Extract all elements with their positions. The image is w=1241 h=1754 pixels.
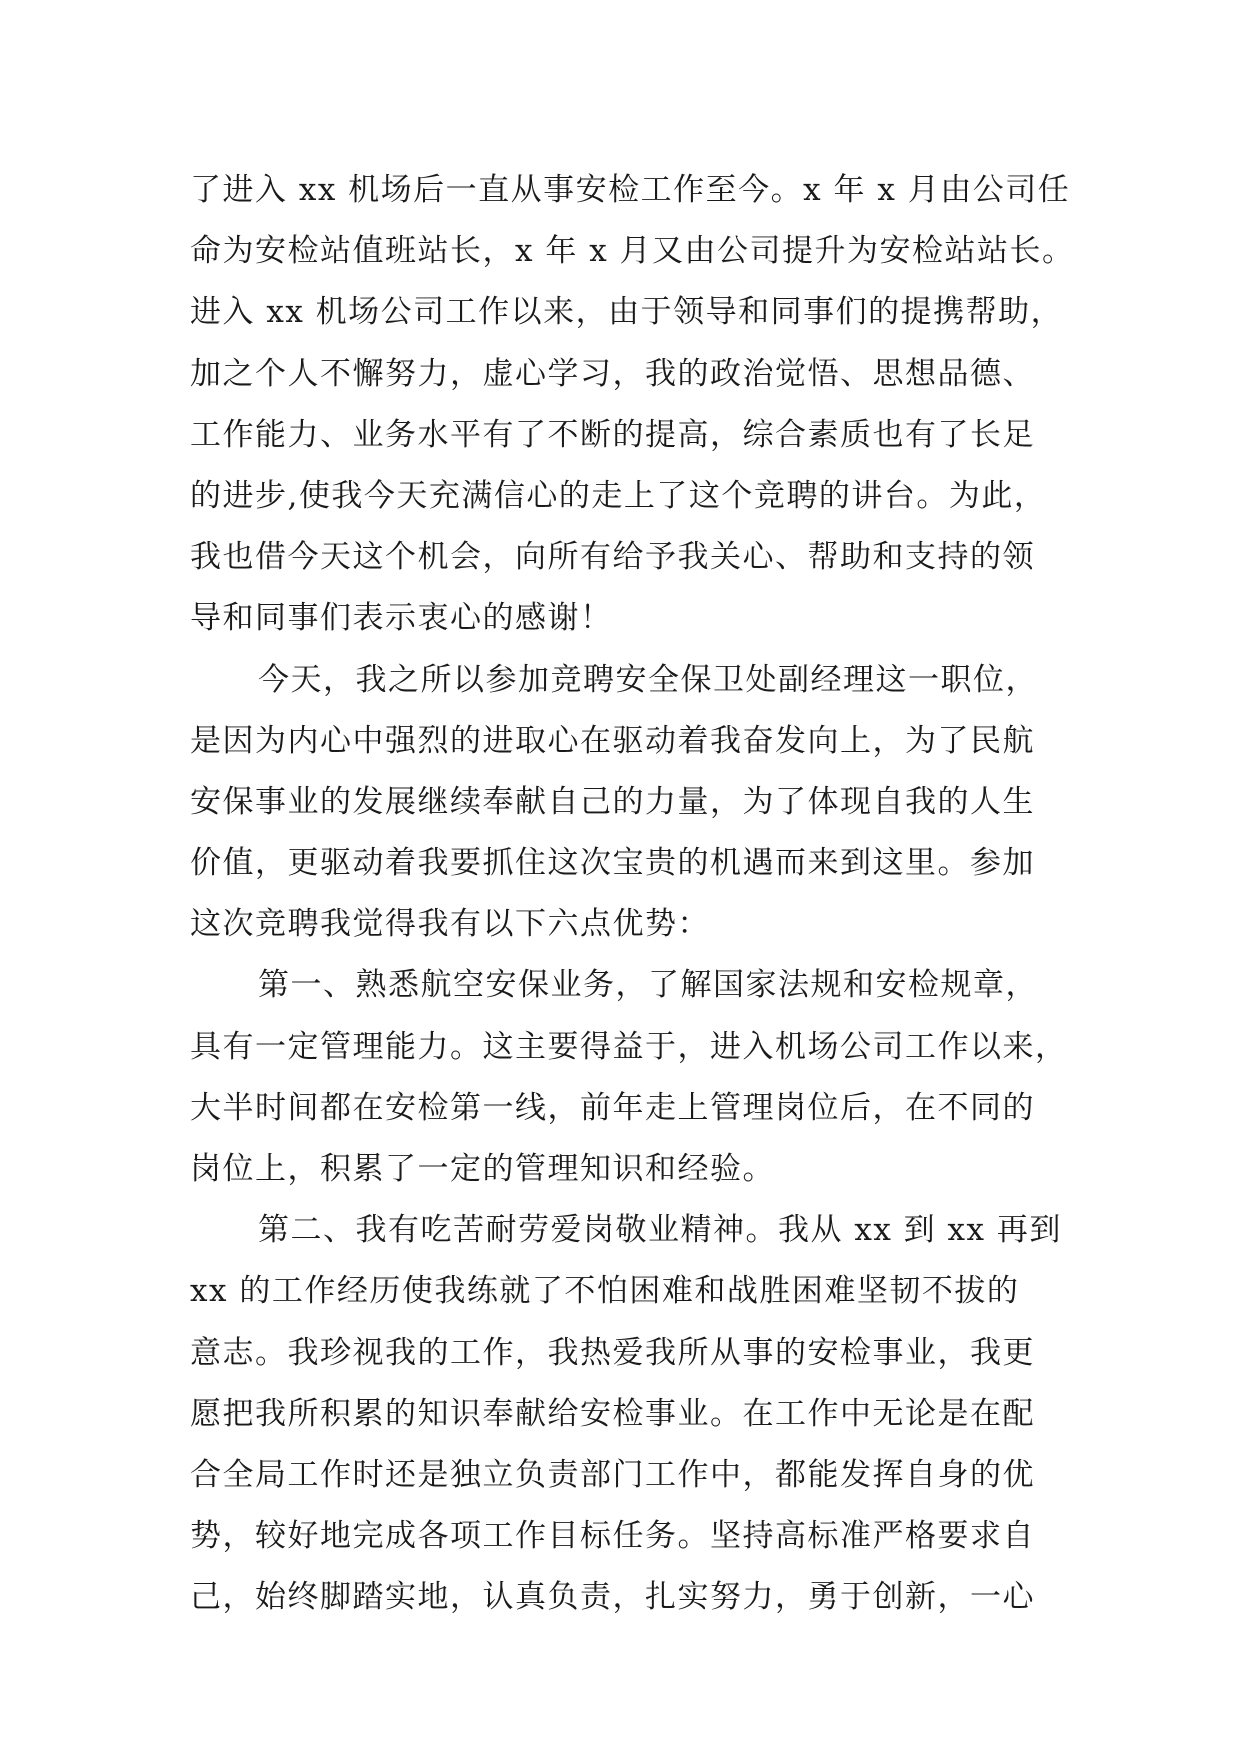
text-line: 的进步,使我今天充满信心的走上了这个竞聘的讲台。为此， — [190, 477, 1047, 514]
text-line: 进入 xx 机场公司工作以来，由于领导和同事们的提携帮助， — [190, 294, 1064, 331]
text-line: 我也借今天这个机会，向所有给予我关心、帮助和支持的领 — [190, 539, 1035, 576]
text-line: 势，较好地完成各项工作目标任务。坚持高标准严格要求自 — [190, 1518, 1035, 1555]
text-line: 今天，我之所以参加竞聘安全保卫处副经理这一职位， — [258, 661, 1038, 698]
text-line: 这次竞聘我觉得我有以下六点优势： — [190, 906, 710, 943]
text-line: 第二、我有吃苦耐劳爱岗敬业精神。我从 xx 到 xx 再到 — [258, 1212, 1062, 1249]
paragraph-4 — [190, 1200, 1060, 1628]
text-line: 加之个人不懈努力，虚心学习，我的政治觉悟、思想品德、 — [190, 355, 1035, 392]
text-line: 安保事业的发展继续奉献自己的力量，为了体现自我的人生 — [190, 783, 1035, 820]
text-line: 导和同事们表示衷心的感谢！ — [190, 600, 613, 637]
text-line: 了进入 xx 机场后一直从事安检工作至今。x 年 x 月由公司任 — [190, 172, 1071, 208]
text-line: 具有一定管理能力。这主要得益于，进入机场公司工作以来， — [190, 1028, 1068, 1065]
paragraph-2 — [190, 650, 1060, 956]
text-line: 价值，更驱动着我要抓住这次宝贵的机遇而来到这里。参加 — [190, 845, 1035, 882]
text-line: 己，始终脚踏实地，认真负责，扎实努力，勇于创新，一心 — [190, 1579, 1035, 1616]
document-body — [190, 160, 1075, 1629]
text-line: 第一、熟悉航空安保业务，了解国家法规和安检规章， — [258, 967, 1038, 1004]
paragraph-3 — [190, 955, 1068, 1200]
text-line: 愿把我所积累的知识奉献给安检事业。在工作中无论是在配 — [190, 1395, 1035, 1432]
text-line: 工作能力、业务水平有了不断的提高，综合素质也有了长足 — [190, 416, 1035, 453]
text-line: 合全局工作时还是独立负责部门工作中，都能发挥自身的优 — [190, 1456, 1035, 1493]
text-line: 大半时间都在安检第一线，前年走上管理岗位后，在不同的 — [190, 1089, 1035, 1126]
text-line: 岗位上，积累了一定的管理知识和经验。 — [190, 1151, 775, 1187]
paragraph-1 — [190, 160, 1075, 650]
text-line: 命为安检站值班站长，x 年 x 月又由公司提升为安检站站长。 — [190, 233, 1075, 270]
text-line: 是因为内心中强烈的进取心在驱动着我奋发向上，为了民航 — [190, 722, 1035, 759]
text-line: xx 的工作经历使我练就了不怕困难和战胜困难坚韧不拔的 — [190, 1273, 1020, 1310]
text-line: 意志。我珍视我的工作，我热爱我所从事的安检事业，我更 — [190, 1334, 1035, 1371]
